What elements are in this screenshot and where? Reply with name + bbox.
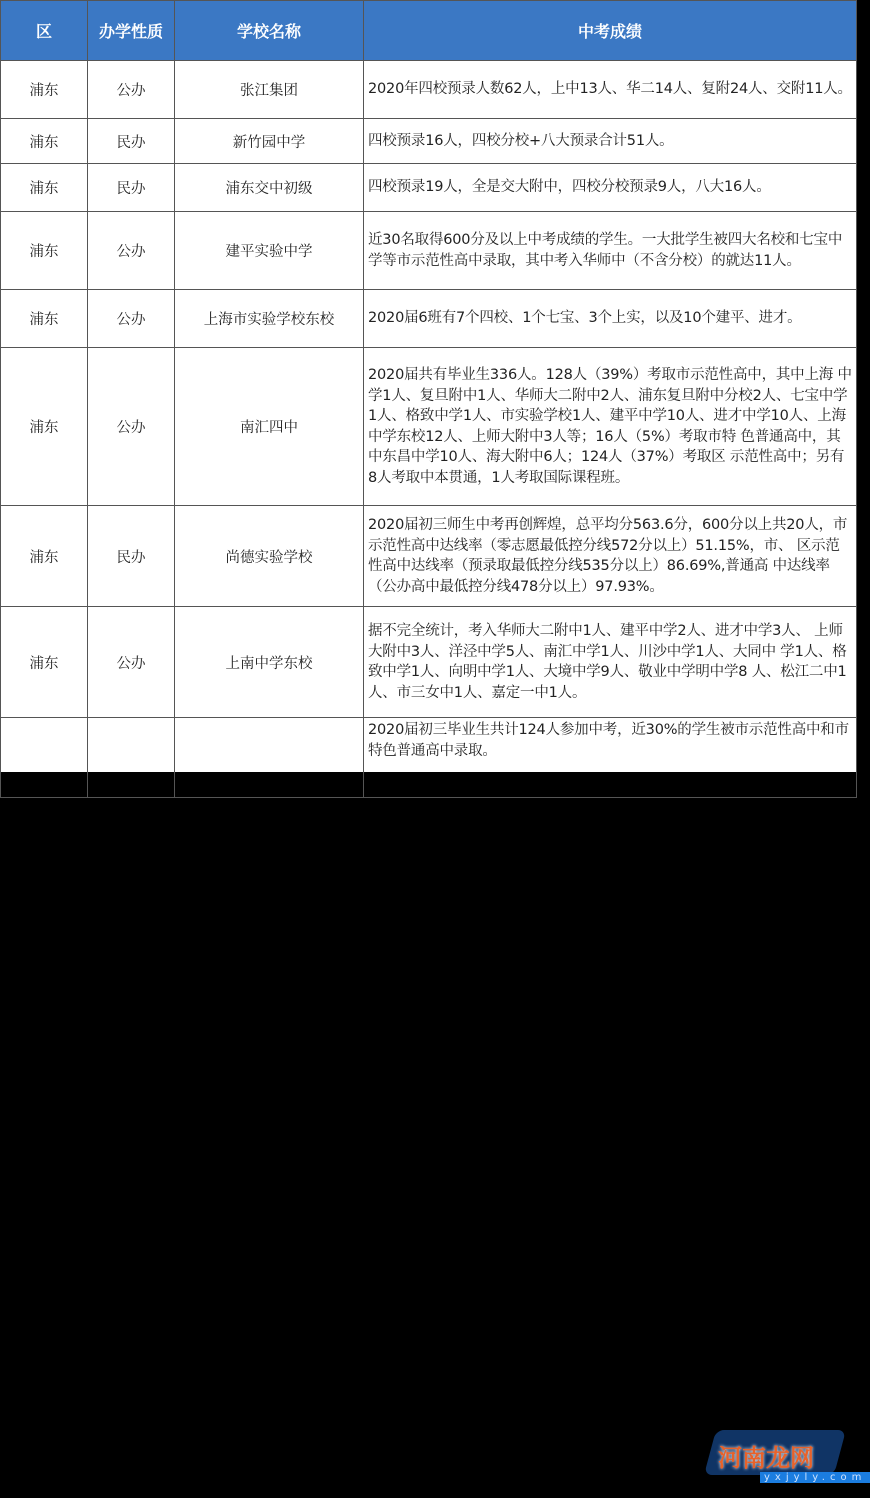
table-row <box>1 119 857 164</box>
type-cell: 公办 <box>88 607 175 718</box>
table-row <box>1 164 857 212</box>
header-school: 学校名称 <box>175 1 364 61</box>
school-cell: 张江集团 <box>175 61 364 119</box>
district-cell: 浦东 <box>1 164 88 212</box>
school-cell: 浦东交中初级 <box>175 164 364 212</box>
table-header-row <box>1 1 857 61</box>
type-cell: 公办 <box>88 290 175 348</box>
result-cell: 2020年四校预录人数62人，上中13人、华二14人、复附24人、交附11人。 <box>364 61 857 119</box>
school-cell: 上海市实验学校东校 <box>175 290 364 348</box>
header-type: 办学性质 <box>88 1 175 61</box>
school-cell: 尚德实验学校 <box>175 506 364 607</box>
table-row <box>1 718 857 798</box>
result-cell: 2020届6班有7个四校、1个七宝、3个上实，以及10个建平、进才。 <box>364 290 857 348</box>
school-cell: 南汇四中 <box>175 348 364 506</box>
district-cell: 浦东 <box>1 290 88 348</box>
table-row <box>1 290 857 348</box>
type-cell: 民办 <box>88 119 175 164</box>
watermark-logo <box>700 1420 867 1490</box>
table-row <box>1 607 857 718</box>
type-cell: 公办 <box>88 348 175 506</box>
district-cell: 浦东 <box>1 607 88 718</box>
district-cell: 浦东 <box>1 119 88 164</box>
result-cell: 2020届共有毕业生336人。128人（39%）考取市示范性高中，其中上海 中学1人、复旦附中1人、华师大二附中2人、浦东复旦附中分校2人、七宝中学1人、格致中学1人、市实验学校1人、建平中学10人、进才中学10人、上海中学东校12人、上师大附中3人等；16人（5%）考取市特 色普通高中，其中东昌中学10人、海大附中6人；124人（37%）考取区 示范性高中；另有8人考取中本贯通，1人考取国际课程班。 <box>364 348 857 506</box>
result-cell: 据不完全统计，考入华师大二附中1人、建平中学2人、进才中学3人、 上师大附中3人、洋泾中学5人、南汇中学1人、川沙中学1人、大同中 学1人、格致中学1人、向明中学1人、大境中学9人、敬业中学明中学8 人、松江二中1人、市三女中1人、嘉定一中1人。 <box>364 607 857 718</box>
result-cell: 近30名取得600分及以上中考成绩的学生。一大批学生被四大名校和七宝中学等市示范性高中录取，其中考入华师中（不含分校）的就达11人。 <box>364 212 857 290</box>
type-cell: 公办 <box>88 212 175 290</box>
school-cell: 新竹园中学 <box>175 119 364 164</box>
table-row <box>1 348 857 506</box>
district-cell: 浦东 <box>1 61 88 119</box>
type-cell <box>88 718 175 798</box>
district-cell: 浦东 <box>1 506 88 607</box>
result-cell: 2020届初三师生中考再创辉煌，总平均分563.6分，600分以上共20人，市示范性高中达线率（零志愿最低控分线572分以上）51.15%，市、 区示范性高中达线率（预录取最低控分线535分以上）86.69%,普通高 中达线率（公办高中最低控分线478分以上）97.93%。 <box>364 506 857 607</box>
header-district: 区 <box>1 1 88 61</box>
school-cell: 上南中学东校 <box>175 607 364 718</box>
table-row <box>1 506 857 607</box>
watermark-text: 河南龙网 <box>718 1444 814 1472</box>
table-row <box>1 61 857 119</box>
watermark-url: yxjyly.com <box>760 1472 870 1483</box>
result-cell: 四校预录16人，四校分校+八大预录合计51人。 <box>364 119 857 164</box>
header-result: 中考成绩 <box>364 1 857 61</box>
school-cell: 建平实验中学 <box>175 212 364 290</box>
table-row <box>1 212 857 290</box>
type-cell: 公办 <box>88 61 175 119</box>
school-cell <box>175 718 364 798</box>
district-cell: 浦东 <box>1 348 88 506</box>
district-cell <box>1 718 88 798</box>
type-cell: 民办 <box>88 506 175 607</box>
result-cell: 四校预录19人，全是交大附中，四校分校预录9人，八大16人。 <box>364 164 857 212</box>
district-cell: 浦东 <box>1 212 88 290</box>
result-cell: 2020届初三毕业生共计124人参加中考，近30%的学生被市示范性高中和市特色普通高中录取。 <box>364 718 857 798</box>
type-cell: 民办 <box>88 164 175 212</box>
